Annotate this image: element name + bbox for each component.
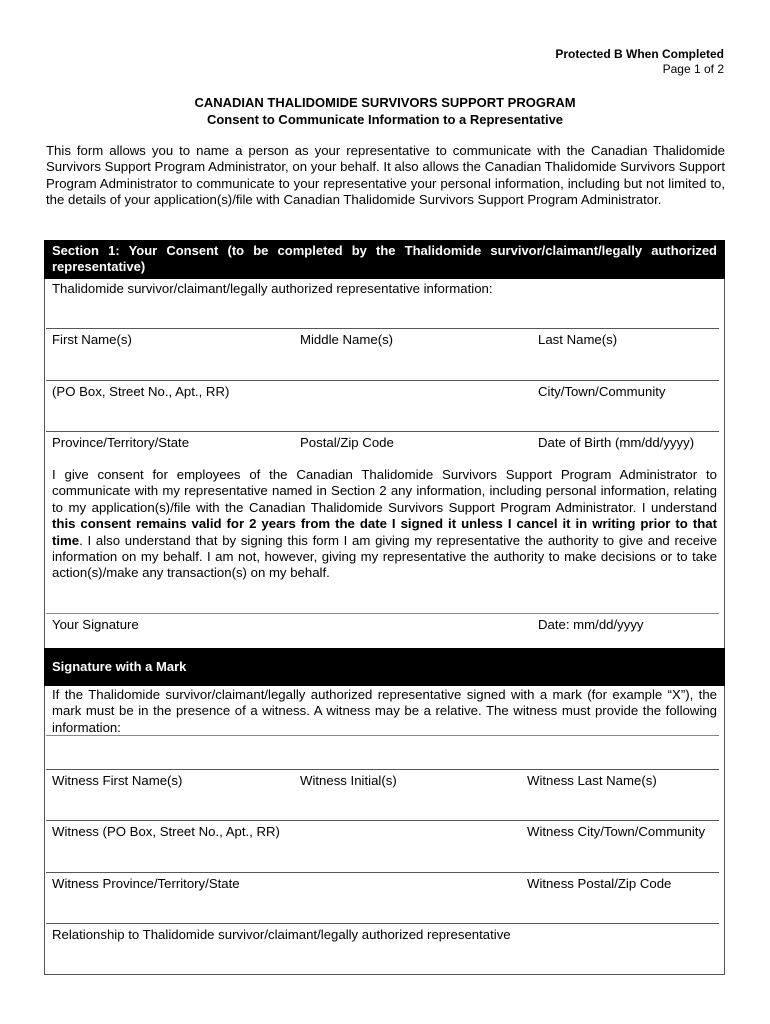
intro-paragraph: This form allows you to name a person as your representative to communicate with the Canadian Thalidomide Survivors Support Program Administrator, on your behalf. It also allows the Canadian Thalidomide Survivors Support Program Administrator to communicate to your representative your personal information, including but not limited to, the details of your application(s)/file with Canadian Thalidomide Survivors Support Program Administrator. (46, 143, 725, 207)
middle-name-label: Middle Name(s) (300, 332, 394, 347)
address-label: (PO Box, Street No., Apt., RR) (52, 384, 230, 399)
witness-postal-label: Witness Postal/Zip Code (527, 876, 672, 891)
witness-province-label: Witness Province/Territory/State (52, 876, 240, 891)
section1-heading: Section 1: Your Consent (to be completed by the Thalidomide survivor/claimant/legally authorized representative) (44, 240, 725, 279)
relationship-label: Relationship to Thalidomide survivor/claimant/legally authorized representative (52, 927, 511, 942)
address-input-line[interactable] (46, 380, 719, 381)
program-title: CANADIAN THALIDOMIDE SURVIVORS SUPPORT PROGRAM (194, 95, 576, 110)
witness-last-name-label: Witness Last Name(s) (527, 773, 657, 788)
witness-city-label: Witness City/Town/Community (527, 824, 706, 839)
province-label: Province/Territory/State (52, 435, 190, 450)
info-label: Thalidomide survivor/claimant/legally authorized representative information: (52, 281, 493, 296)
protected-label: Protected B When Completed (555, 47, 724, 61)
city-label: City/Town/Community (538, 384, 666, 399)
witness-address-input-line[interactable] (46, 820, 719, 821)
witness-province-input-line[interactable] (46, 872, 719, 873)
witness-name-input-line[interactable] (46, 769, 719, 770)
form-box (44, 240, 725, 975)
consent-text-bold: this consent remains valid for 2 years from the date I signed it unless I cancel it in writing prior to that time (52, 516, 717, 548)
signature-date-label: Date: mm/dd/yyyy (538, 617, 644, 632)
signature-label: Your Signature (52, 617, 139, 632)
name-input-line[interactable] (46, 328, 719, 329)
last-name-label: Last Name(s) (538, 332, 618, 347)
page-number: Page 1 of 2 (662, 62, 724, 76)
postal-label: Postal/Zip Code (300, 435, 394, 450)
province-input-line[interactable] (46, 431, 719, 432)
witness-first-name-label: Witness First Name(s) (52, 773, 183, 788)
consent-text-1: I give consent for employees of the Canadian Thalidomide Survivors Support Program Administrator to communicate with my representative named in Section 2 any information, including personal information, relating to my application(s)/file with the Canadian Thalidomide Survivors Support Program Administrator. I understand (52, 467, 717, 515)
form-title: Consent to Communicate Information to a Representative (206, 112, 564, 127)
dob-label: Date of Birth (mm/dd/yyyy) (538, 435, 695, 450)
consent-text-2: . I also understand that by signing this form I am giving my representative the authority to give and receive information on my behalf. I am not, however, giving my representative the authority to make decisions or to take action(s)/make any transaction(s) on my behalf. (52, 532, 717, 581)
mark-info-divider (46, 735, 719, 736)
signature-input-line[interactable] (46, 613, 719, 614)
mark-heading: Signature with a Mark (44, 648, 725, 686)
witness-address-label: Witness (PO Box, Street No., Apt., RR) (52, 824, 280, 839)
witness-initial-label: Witness Initial(s) (300, 773, 397, 788)
first-name-label: First Name(s) (52, 332, 132, 347)
relationship-input-line[interactable] (46, 923, 719, 924)
consent-paragraph (52, 467, 717, 582)
mark-info-paragraph: If the Thalidomide survivor/claimant/legally authorized representative signed with a mark (for example “X”), the mark must be in the presence of a witness. A witness may be a relative. The witness must provide the following information: (52, 687, 717, 735)
